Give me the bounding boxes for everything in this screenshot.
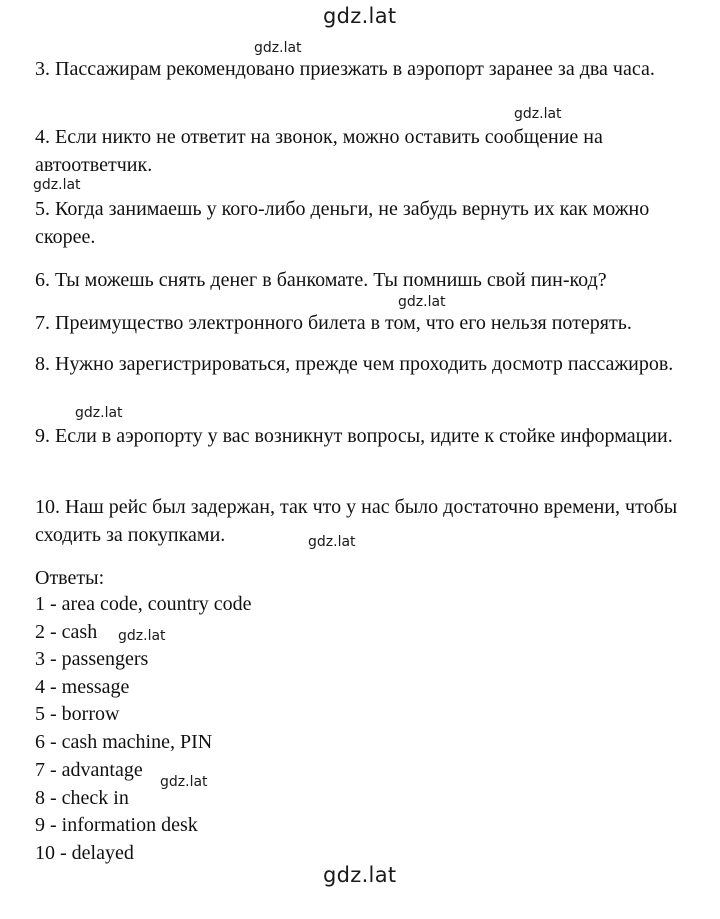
answer-item: 3 - passengers [35, 648, 149, 670]
sentence-4: 4. Если никто не ответит на звонок, можно оставить сообщение на автоответчик. [35, 126, 603, 176]
answer-item: 2 - cash [35, 621, 98, 643]
sentence-8: 8. Нужно зарегистрироваться, прежде чем проходить досмотр пассажиров. [35, 353, 674, 375]
sentence-6: 6. Ты можешь снять денег в банкомате. Ты помнишь свой пин-код? [35, 269, 607, 291]
watermark: gdz.lat [33, 177, 81, 193]
sentence-5: 5. Когда занимаешь у кого-либо деньги, не забудь вернуть их как можно скорее. [35, 198, 650, 248]
watermark: gdz.lat [398, 294, 446, 310]
answer-item: 10 - delayed [35, 842, 134, 864]
answer-item: 7 - advantage [35, 759, 143, 781]
sentence-9: 9. Если в аэропорту у вас возникнут вопросы, идите к стойке информации. [35, 425, 673, 447]
answer-item: 4 - message [35, 676, 130, 698]
answer-item: 1 - area code, country code [35, 593, 252, 615]
watermark-top: gdz.lat [323, 4, 397, 28]
watermark-bottom: gdz.lat [323, 863, 397, 887]
answers-heading: Ответы: [35, 567, 105, 589]
answer-item: 9 - information desk [35, 814, 198, 836]
watermark: gdz.lat [118, 628, 166, 644]
sentence-10: 10. Наш рейс был задержан, так что у нас было достаточно времени, чтобы сходить за покупками. [35, 496, 678, 546]
sentence-7: 7. Преимущество электронного билета в том, что его нельзя потерять. [35, 312, 632, 334]
watermark: gdz.lat [514, 106, 562, 122]
watermark: gdz.lat [160, 774, 208, 790]
answer-item: 6 - cash machine, PIN [35, 731, 213, 753]
watermark: gdz.lat [308, 534, 356, 550]
watermark: gdz.lat [75, 405, 123, 421]
answer-item: 5 - borrow [35, 703, 120, 725]
watermark: gdz.lat [254, 40, 302, 56]
answer-item: 8 - check in [35, 787, 129, 809]
sentence-3: 3. Пассажирам рекомендовано приезжать в аэропорт заранее за два часа. [35, 58, 655, 80]
